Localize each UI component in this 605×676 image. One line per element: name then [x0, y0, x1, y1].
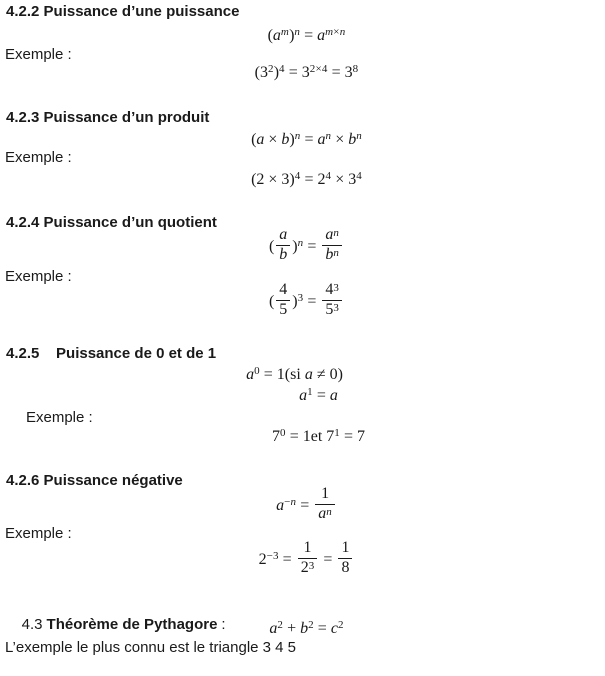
fraction-numerator: 1	[338, 540, 352, 559]
section-heading-4-2-2: 4.2.2 Puissance d’une puissance	[6, 3, 240, 20]
fraction	[322, 282, 342, 319]
superscript: m	[280, 26, 290, 38]
section-heading-4-2-4: 4.2.4 Puissance d’un quotient	[6, 214, 217, 231]
fraction-denominator: an	[318, 504, 332, 522]
superscript: 4	[356, 170, 362, 182]
fraction	[315, 486, 335, 523]
fraction-denominator: bn	[325, 245, 340, 263]
fraction-numerator: a	[276, 227, 290, 246]
example-label-4-2-6: Exemple :	[5, 525, 72, 542]
fraction-numerator: 4	[276, 282, 290, 301]
fraction	[322, 227, 342, 264]
superscript: n	[325, 130, 332, 142]
formula-pythagoras: a2 + b2 = c2	[4, 619, 605, 640]
formula-power-of-product: (a × b)n = an × bn	[4, 130, 605, 151]
superscript: n	[294, 26, 301, 38]
superscript: 2	[268, 63, 274, 75]
fraction	[276, 282, 290, 319]
example-label-4-2-2: Exemple :	[5, 46, 72, 63]
example-label-4-2-5: Exemple :	[26, 409, 93, 426]
superscript: 2	[277, 619, 284, 631]
fraction-numerator: 43	[322, 282, 342, 301]
superscript: 3	[333, 282, 340, 294]
superscript: 4	[294, 170, 301, 182]
formula-power-of-power-example: (32)4 = 32×4 = 38	[4, 63, 605, 84]
superscript: 4	[325, 170, 332, 182]
superscript: 2	[337, 619, 344, 631]
section-heading-4-2-5: 4.2.5 Puissance de 0 et de 1	[6, 345, 217, 362]
superscript: 2	[308, 619, 314, 631]
superscript: n	[297, 236, 304, 249]
heading-4-3-title: Théorème de Pythagore	[46, 616, 218, 633]
example-label-4-2-3: Exemple :	[5, 149, 72, 166]
superscript: n	[333, 246, 340, 259]
closing-sentence: L’exemple le plus connu est le triangle 3 4 5	[5, 639, 297, 656]
fraction	[338, 540, 352, 577]
heading-4-3-colon: :	[221, 616, 226, 633]
fraction-denominator: 23	[300, 558, 315, 576]
fraction-denominator: 53	[325, 300, 340, 318]
superscript: −3	[266, 549, 279, 562]
formula-power-of-quotient-example: ( $\frac{4}{5}$ )3 = $\frac{43}{53}$	[4, 284, 605, 321]
superscript: −n	[284, 495, 297, 508]
heading-4-3-number: 4.3	[21, 616, 43, 633]
formula-power-zero: a0 = 1(si a ≠ 0)	[0, 365, 597, 386]
superscript: 8	[352, 63, 359, 75]
superscript: 0	[279, 427, 286, 439]
superscript: 3	[308, 559, 315, 572]
superscript: n	[356, 130, 362, 142]
fraction-denominator: b	[279, 245, 288, 263]
superscript: 2×4	[309, 63, 328, 75]
superscript: 1	[307, 386, 313, 398]
formula-power-of-power: (am)n = am×n	[4, 26, 605, 47]
superscript: m×n	[325, 26, 346, 38]
superscript: 4	[279, 63, 285, 75]
section-heading-4-2-6: 4.2.6 Puissance négative	[6, 472, 183, 489]
fraction-numerator: 1	[315, 486, 335, 505]
fraction	[298, 540, 318, 577]
fraction	[276, 227, 290, 264]
formula-power-zero-one-example: 70 = 1et 71 = 7	[16, 427, 605, 448]
formula-power-of-product-example: (2 × 3)4 = 24 × 34	[4, 170, 605, 191]
superscript: 3	[333, 301, 340, 314]
fraction-numerator: 1	[298, 540, 318, 559]
fraction-denominator: 5	[279, 300, 288, 318]
formula-power-one: a1 = a	[16, 386, 605, 407]
example-label-4-2-4: Exemple :	[5, 268, 72, 285]
superscript: n	[333, 227, 340, 239]
superscript: 0	[254, 365, 260, 377]
formula-power-of-quotient: ( $\frac{a}{b}$ )n = $\frac{an}{bn}$	[4, 229, 605, 266]
fraction-numerator: an	[322, 227, 342, 246]
section-heading-4-2-3: 4.2.3 Puissance d’un produit	[6, 109, 210, 126]
superscript: 3	[297, 291, 304, 304]
formula-negative-power-example: 2−3 = $\frac{1}{23}$ = $\frac{1}{8}$	[4, 542, 605, 579]
superscript: 1	[334, 427, 340, 439]
fraction-denominator: 8	[341, 558, 350, 576]
formula-negative-power: a−n = $\frac{1}{an}$	[4, 488, 605, 525]
superscript: n	[294, 130, 301, 142]
superscript: n	[326, 505, 332, 518]
